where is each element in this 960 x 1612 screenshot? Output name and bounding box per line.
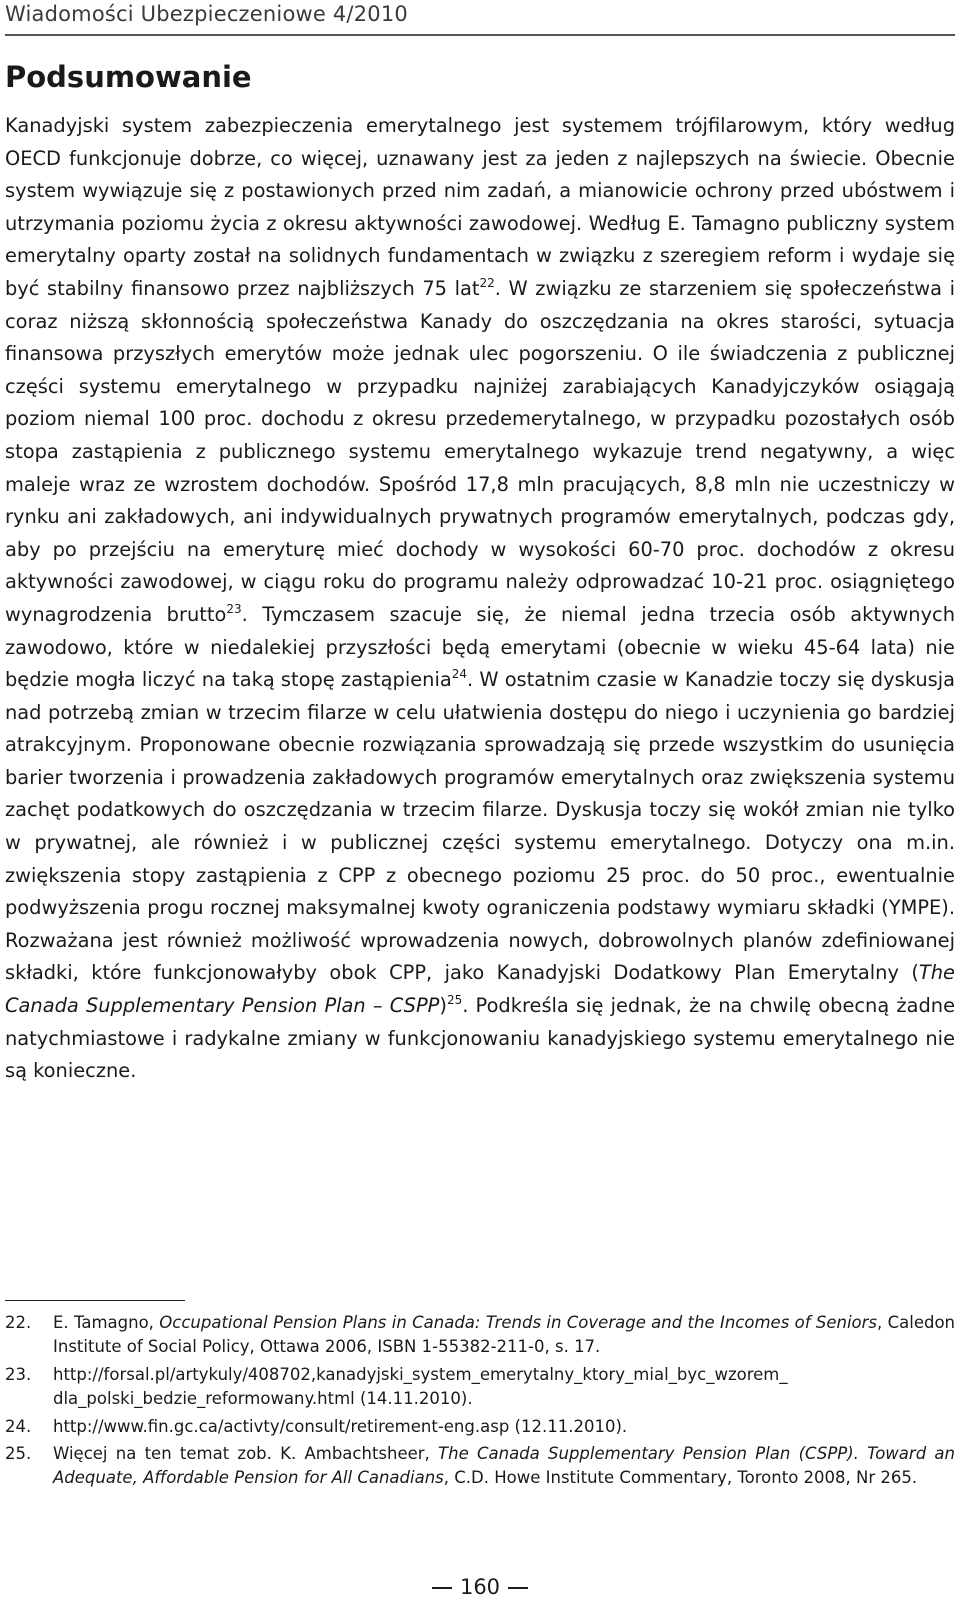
footnote-text: , C.D. Howe Institute Commentary, Toronto 2008, Nr 265. (443, 1468, 918, 1488)
page-number-dash-left (432, 1587, 452, 1589)
text-run: . W związku ze starzeniem się społeczeństwa i coraz niższą skłonnością społeczeństwa Kanady do oszczędzania na okres starości, sytuacja finansowa przyszłych emerytów może jednak ulec pogorszeniu. O ile świadczenia z publicznej części systemu emerytalnego w przypadku najniżej zarabiających Kanadyjczyków osiągają poziom niemal 100 proc. dochodu z okresu przedemerytalnego, w przypadku pozostałych osób stopa zastąpienia z publicznego systemu emerytalnego wykazuje trend negatywny, a więc maleje wraz ze wzrostem dochodów. Spośród 17,8 mln pracujących, 8,8 mln nie uczestniczy w rynku ani zakładowych, ani indywidualnych prywatnych programów emerytalnych, podczas gdy, aby po przejściu na emeryturę mieć dochody w wysokości 60-70 proc. dochodów z okresu aktywności zawodowej, w ciągu roku do programu należy odprowadzać 10-21 proc. osiągniętego wynagrodzenia brutto (5, 276, 955, 626)
footnote-text: Więcej na ten temat zob. K. Ambachtsheer, (53, 1444, 439, 1464)
footnote-link[interactable]: http://www.fin.gc.ca/activty/consult/retirement-eng.asp (12.11.2010). (53, 1416, 628, 1436)
running-header (5, 0, 955, 28)
footnote-number: 23. (5, 1364, 32, 1384)
text-run: . Tymczasem szacuje się, że niemal jedna trzecia osób aktywnych zawodowo, które w niedalekiej przyszłości będą emerytami (obecnie w wieku 45-64 lata) nie będzie mogła liczyć na taką stopę zastąpienia (5, 602, 955, 692)
footnote-number: 25. (5, 1444, 32, 1464)
header-divider (5, 34, 955, 36)
footnote-ref-22[interactable]: 22 (479, 275, 495, 290)
footnote-number: 22. (5, 1313, 32, 1332)
body-paragraph (5, 110, 955, 1088)
page-number-value: 160 (459, 1575, 501, 1599)
footnote-ref-25[interactable]: 25 (446, 993, 463, 1008)
footnote-23 (5, 1363, 955, 1412)
footnotes (5, 1311, 955, 1494)
footnote-link[interactable]: http://forsal.pl/artykuly/408702,kanadyjski_system_emerytalny_ktory_mial_byc_wzorem_ dla_polski_bedzie_reformowany.html (14.11.2010). (53, 1364, 788, 1409)
footnote-ref-23[interactable]: 23 (226, 601, 242, 616)
footnote-number: 24. (5, 1416, 32, 1436)
footnote-divider (5, 1300, 185, 1301)
footnote-22 (5, 1311, 955, 1360)
text-run: Kanadyjski system zabezpieczenia emerytalnego jest systemem trójfilarowym, który według OECD funkcjonuje dobrze, co więcej, uznawany jest za jeden z najlepszych na świecie. Obecnie system wywiązuje się z postawionych przed nim zadań, a mianowicie ochrony przed ubóstwem i utrzymania poziomu życia z okresu aktywności zawodowej. Według E. Tamagno publiczny system emerytalny oparty został na solidnych fundamentach w związku z szeregiem reform i wydaje się być stabilny finansowo przez najbliższych 75 lat (5, 114, 955, 300)
footnote-italic: Occupational Pension Plans in Canada: Trends in Coverage and the Incomes of Seniors (159, 1313, 878, 1332)
footnote-24 (5, 1415, 955, 1439)
text-run: ) (439, 994, 447, 1018)
footnote-text: , Caledon Institute of Social Policy, Ottawa 2006, ISBN 1-55382-211-0, s. 17. (53, 1313, 955, 1357)
page-number-dash-right (508, 1587, 528, 1589)
footnote-text: E. Tamagno, (53, 1313, 160, 1332)
footnote-ref-24[interactable]: 24 (451, 667, 467, 682)
paragraph (5, 110, 955, 1088)
footnote-italic: The Canada Supplementary Pension Plan (CSPP). Toward an Adequate, Affordable Pension for All Canadians (53, 1444, 955, 1488)
italic-title: The Canada Supplementary Pension Plan – CSPP (5, 961, 955, 1018)
page-number (0, 1575, 960, 1599)
text-run: . W ostatnim czasie w Kanadzie toczy się dyskusja nad potrzebą zmian w trzecim filarze w celu ułatwienia dostępu do niego i uczynienia go bardziej atrakcyjnym. Proponowane obecnie rozwiązania sprowadzają się przede wszystkim do usunięcia barier tworzenia i prowadzenia zakładowych programów emerytalnych oraz zwiększenia systemu zachęt podatkowych do oszczędzania w trzecim filarze. Dyskusja toczy się wokół zmian nie tylko w prywatnej, ale również i w publicznej części systemu emerytalnego. Dotyczy ona m.in. zwiększenia stopy zastąpienia z CPP z obecnego poziomu 25 proc. do 50 proc., ewentualnie podwyższenia progu rocznej maksymalnej kwoty ograniczenia podstawy wymiaru składki (YMPE). Rozważana jest również możliwość wprowadzenia nowych, dobrowolnych planów zdefiniowanej składki, które funkcjonowałyby obok CPP, jako Kanadyjski Dodatkowy Plan Emerytalny ( (5, 668, 955, 985)
section-title: Podsumowanie (5, 60, 252, 94)
text-run: . Podkreśla się jednak, że na chwilę obecną żadne natychmiastowe i radykalne zmiany w funkcjonowaniu kanadyjskiego systemu emerytalnego nie są konieczne. (5, 994, 955, 1083)
footnote-25 (5, 1442, 955, 1491)
journal-title: Wiadomości Ubezpieczeniowe 4/2010 (5, 2, 408, 26)
